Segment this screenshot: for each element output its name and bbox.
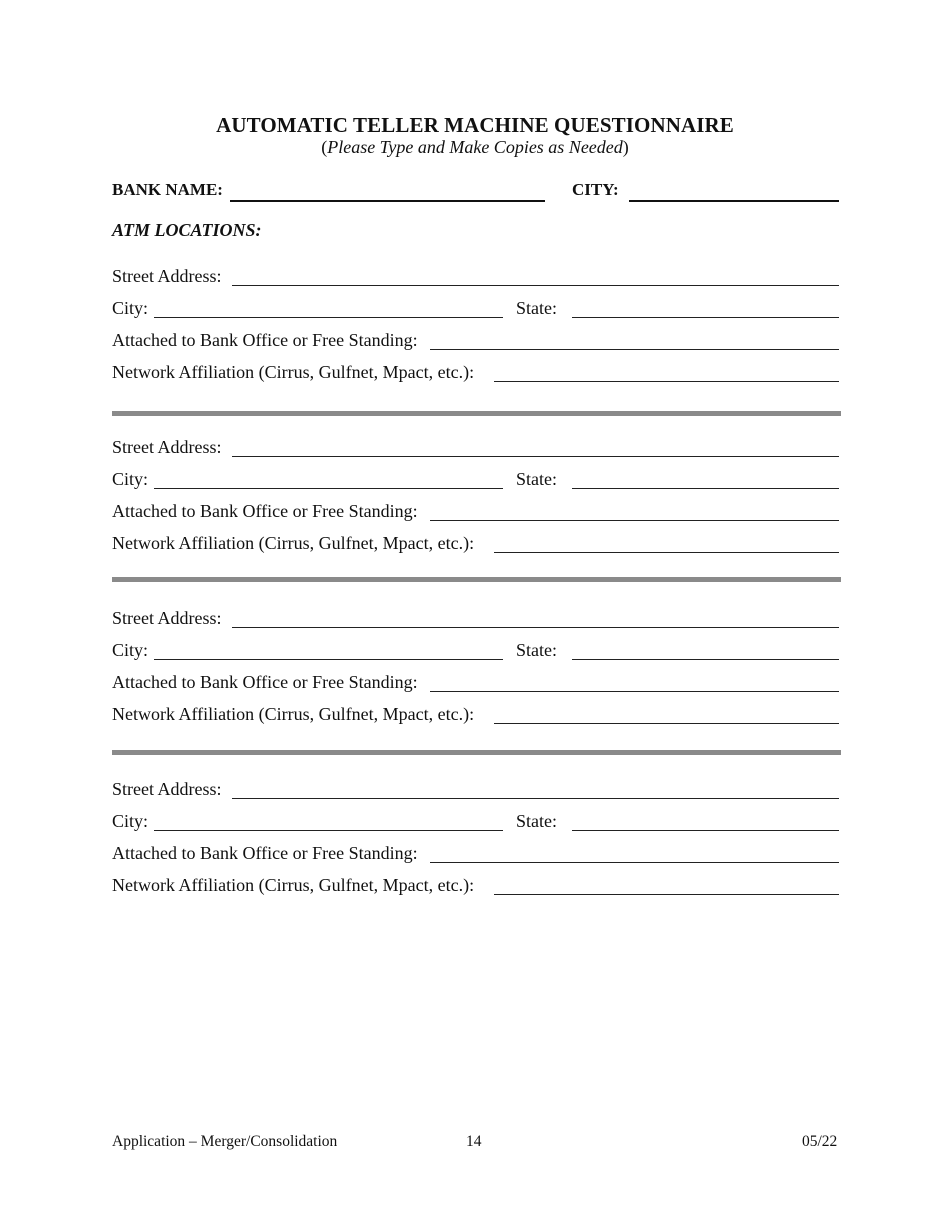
- attached-field[interactable]: [430, 691, 839, 692]
- network-label: Network Affiliation (Cirrus, Gulfnet, Mpact, etc.):: [112, 533, 475, 553]
- street-address-field[interactable]: [232, 627, 839, 628]
- bank-city-field[interactable]: [629, 200, 839, 202]
- state-label: State:: [516, 811, 557, 831]
- footer-document-name: Application – Merger/Consolidation: [112, 1133, 338, 1150]
- form-subtitle-text: Please Type and Make Copies as Needed: [327, 137, 623, 157]
- state-label: State:: [516, 640, 557, 660]
- attached-row: [112, 670, 839, 696]
- state-field[interactable]: [572, 659, 839, 660]
- street-row: [112, 435, 839, 461]
- attached-label: Attached to Bank Office or Free Standing:: [112, 330, 418, 350]
- attached-field[interactable]: [430, 349, 839, 350]
- bank-name-label: BANK NAME:: [112, 180, 223, 199]
- state-field[interactable]: [572, 488, 839, 489]
- attached-label: Attached to Bank Office or Free Standing:: [112, 843, 418, 863]
- attached-row: [112, 328, 839, 354]
- network-label: Network Affiliation (Cirrus, Gulfnet, Mpact, etc.):: [112, 704, 475, 724]
- state-label: State:: [516, 298, 557, 318]
- network-field[interactable]: [494, 894, 839, 895]
- bank-city-label: CITY:: [572, 180, 619, 199]
- city-label: City:: [112, 640, 149, 660]
- city-state-row: [112, 638, 839, 664]
- network-label: Network Affiliation (Cirrus, Gulfnet, Mpact, etc.):: [112, 362, 475, 382]
- street-address-label: Street Address:: [112, 779, 222, 799]
- street-address-field[interactable]: [232, 798, 839, 799]
- street-row: [112, 777, 839, 803]
- city-label: City:: [112, 298, 149, 318]
- network-row: [112, 873, 839, 899]
- state-field[interactable]: [572, 317, 839, 318]
- attached-row: [112, 499, 839, 525]
- footer-page-number: 14: [466, 1133, 482, 1150]
- city-state-row: [112, 296, 839, 322]
- street-address-label: Street Address:: [112, 437, 222, 457]
- network-row: [112, 531, 839, 557]
- street-address-field[interactable]: [232, 456, 839, 457]
- network-field[interactable]: [494, 552, 839, 553]
- bank-name-field[interactable]: [230, 200, 545, 202]
- network-field[interactable]: [494, 381, 839, 382]
- section-divider: [112, 750, 841, 755]
- street-address-field[interactable]: [232, 285, 839, 286]
- attached-row: [112, 841, 839, 867]
- street-row: [112, 606, 839, 632]
- attached-label: Attached to Bank Office or Free Standing:: [112, 501, 418, 521]
- network-row: [112, 702, 839, 728]
- state-field[interactable]: [572, 830, 839, 831]
- city-field[interactable]: [154, 317, 503, 318]
- attached-field[interactable]: [430, 520, 839, 521]
- city-field[interactable]: [154, 830, 503, 831]
- section-divider: [112, 577, 841, 582]
- state-label: State:: [516, 469, 557, 489]
- city-state-row: [112, 467, 839, 493]
- network-row: [112, 360, 839, 386]
- street-address-label: Street Address:: [112, 608, 222, 628]
- form-title: AUTOMATIC TELLER MACHINE QUESTIONNAIRE: [216, 113, 734, 137]
- city-field[interactable]: [154, 659, 503, 660]
- attached-label: Attached to Bank Office or Free Standing:: [112, 672, 418, 692]
- network-field[interactable]: [494, 723, 839, 724]
- footer-date: 05/22: [802, 1133, 838, 1150]
- attached-field[interactable]: [430, 862, 839, 863]
- form-subtitle: (Please Type and Make Copies as Needed): [321, 137, 629, 157]
- city-state-row: [112, 809, 839, 835]
- city-label: City:: [112, 811, 149, 831]
- network-label: Network Affiliation (Cirrus, Gulfnet, Mpact, etc.):: [112, 875, 475, 895]
- city-field[interactable]: [154, 488, 503, 489]
- section-divider: [112, 411, 841, 416]
- street-address-label: Street Address:: [112, 266, 222, 286]
- street-row: [112, 264, 839, 290]
- bank-row: [112, 178, 839, 204]
- atm-locations-heading: ATM LOCATIONS:: [112, 220, 262, 240]
- city-label: City:: [112, 469, 149, 489]
